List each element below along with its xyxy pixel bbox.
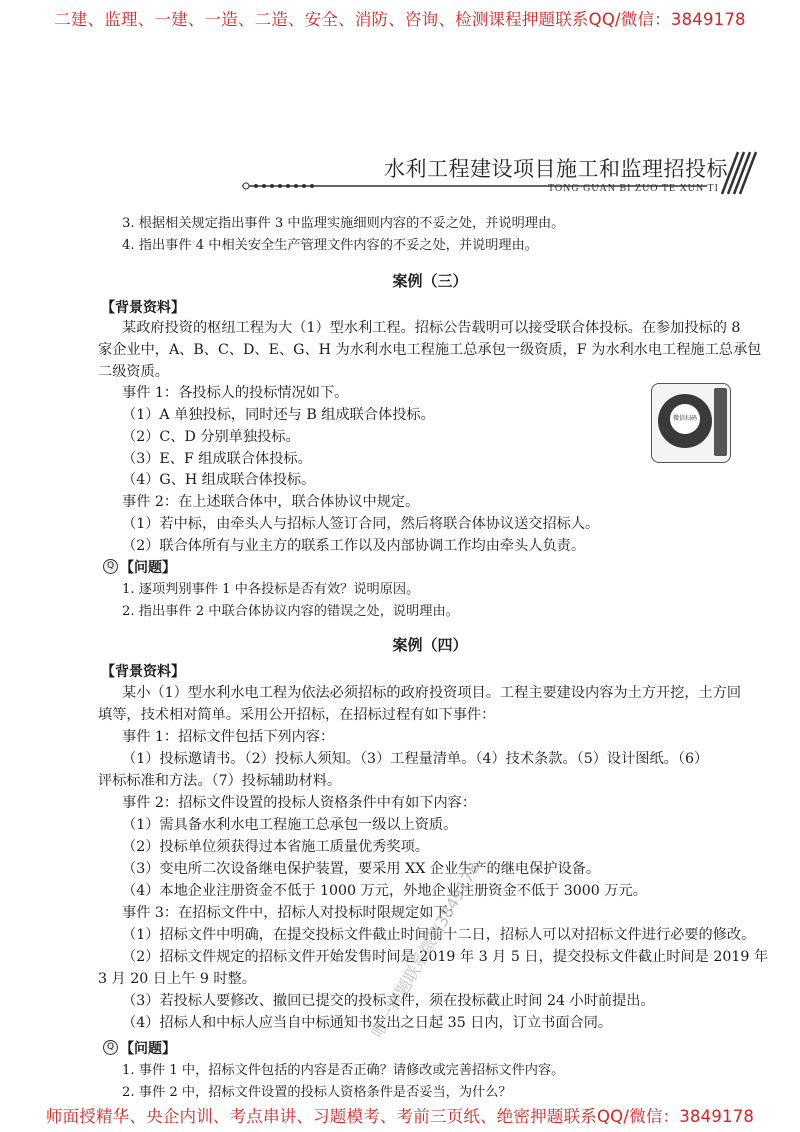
case4-item: （3）变电所二次设备继电保护装置，要采用 XX 企业生产的继电保护设备。 [122,861,601,877]
prev-question-3: 3. 根据相关规定指出事件 3 中监理实施细则内容的不妥之处，并说明理由。 [122,216,565,231]
case4-question: 2. 事件 2 中，招标文件设置的投标人资格条件是否妥当，为什么？ [122,1085,512,1100]
case3-item: （2）联合体所有与业主方的联系工作以及内部协调工作均由牵头人负责。 [122,538,586,554]
case4-question-label: 【问题】 [120,1041,176,1057]
case3-item: （3）E、F 组成联合体投标。 [122,451,312,467]
case3-paragraph: 家企业中，A、B、C、D、E、G、H 为水利水电工程施工总承包一级资质，F 为水利水电工程施工总承包 [98,342,762,358]
qr-side-tab [714,388,727,456]
case3-question-label: 【问题】 [120,560,176,576]
case4-question: 1. 事件 1 中，招标文件包括的内容是否正确？请修改或完善招标文件内容。 [122,1063,565,1078]
case4-item: （2）投标单位须获得过本省施工质量优秀奖项。 [122,839,429,855]
case3-item: （1）A 单独投标，同时还与 B 组成联合体投标。 [122,407,435,423]
case3-background-label: 【背景资料】 [101,300,185,316]
case3-title: 案例（三） [392,272,468,290]
case4-event-3: 事件 3：在招标文件中，招标人对投标时限规定如下： [122,905,462,921]
case4-title: 案例（四） [392,636,468,654]
qr-label: 微信扫码 [670,404,700,434]
case4-item: （4）本地企业注册资金不低于 1000 万元，外地企业注册资金不低于 3000 万元。 [122,883,647,899]
top-banner: 二建、监理、一建、一造、二造、安全、消防、咨询、检测课程押题联系QQ/微信：3849178 [54,10,746,29]
case4-item: （1）需具备水利水电工程施工总承包一级以上资质。 [122,817,458,833]
header-title: 水利工程建设项目施工和监理招投标 [384,157,728,181]
case4-item: （4）招标人和中标人应当自中标通知书发出之日起 35 日内，订立书面合同。 [122,1015,613,1031]
case3-event-2: 事件 2：在上述联合体中，联合体协议中规定。 [122,494,420,510]
case4-item: （3）若投标人要修改、撤回已提交的投标文件，须在投标截止时间 24 小时前提出。 [122,993,655,1009]
case4-item: （2）招标文件规定的招标文件开始发售时间是 2019 年 3 月 5 日，提交投标文件截止时间是 2019 年 [122,949,769,965]
bottom-banner: 师面授精华、央企内训、考点串讲、习题模考、考前三页纸、绝密押题联系QQ/微信：3849178 [45,1107,755,1126]
header-stripes-decoration [712,150,758,196]
case3-item: （1）若中标，由牵头人与招标人签订合同，然后将联合体协议送交招标人。 [122,516,600,532]
case3-paragraph: 某政府投资的枢纽工程为大（1）型水利工程。招标公告载明可以接受联合体投标。在参加投标的 8 [122,320,741,336]
case4-paragraph: 某小（1）型水利水电工程为依法必须招标的政府投资项目。工程主要建设内容为土方开挖，土方回 [122,685,742,701]
header-subtitle: TONG GUAN BI ZUO TE XUN TI [548,183,719,194]
case4-event-2: 事件 2：招标文件设置的投标人资格条件中有如下内容： [122,795,477,811]
case4-item: 3 月 20 日上午 9 时整。 [98,971,256,987]
case3-event-1: 事件 1：各投标人的投标情况如下。 [122,385,349,401]
case3-item: （2）C、D 分别单独投标。 [122,429,300,445]
case4-item: 评标标准和方法。（7）投标辅助材料。 [98,773,342,789]
case3-paragraph: 二级资质。 [98,364,169,380]
diagonal-watermark: 唯一押题联系微信3849178 [367,858,484,1041]
case3-question: 1. 逐项判别事件 1 中各投标是否有效？说明原因。 [122,582,420,597]
qr-code-badge [651,383,731,463]
case3-question: 2. 指出事件 2 中联合体协议内容的错误之处，说明理由。 [122,604,459,619]
case4-item: （1）招标文件中明确，在提交投标文件截止时间前十二日，招标人可以对招标文件进行必要的修改。 [122,927,756,943]
case4-item: （1）投标邀请书。（2）投标人须知。（3）工程量清单。（4）技术条款。（5）设计图纸。（6） [122,751,709,767]
question-icon: Q [103,1040,118,1055]
case4-background-label: 【背景资料】 [101,664,185,680]
prev-question-4: 4. 指出事件 4 中相关安全生产管理文件内容的不妥之处，并说明理由。 [122,238,538,253]
case3-item: （4）G、H 组成联合体投标。 [122,472,316,488]
case4-paragraph: 填等，技术相对简单。采用公开招标，在招标过程有如下事件： [98,707,496,723]
question-icon: Q [103,559,118,574]
case4-event-1: 事件 1：招标文件包括下列内容： [122,729,335,745]
